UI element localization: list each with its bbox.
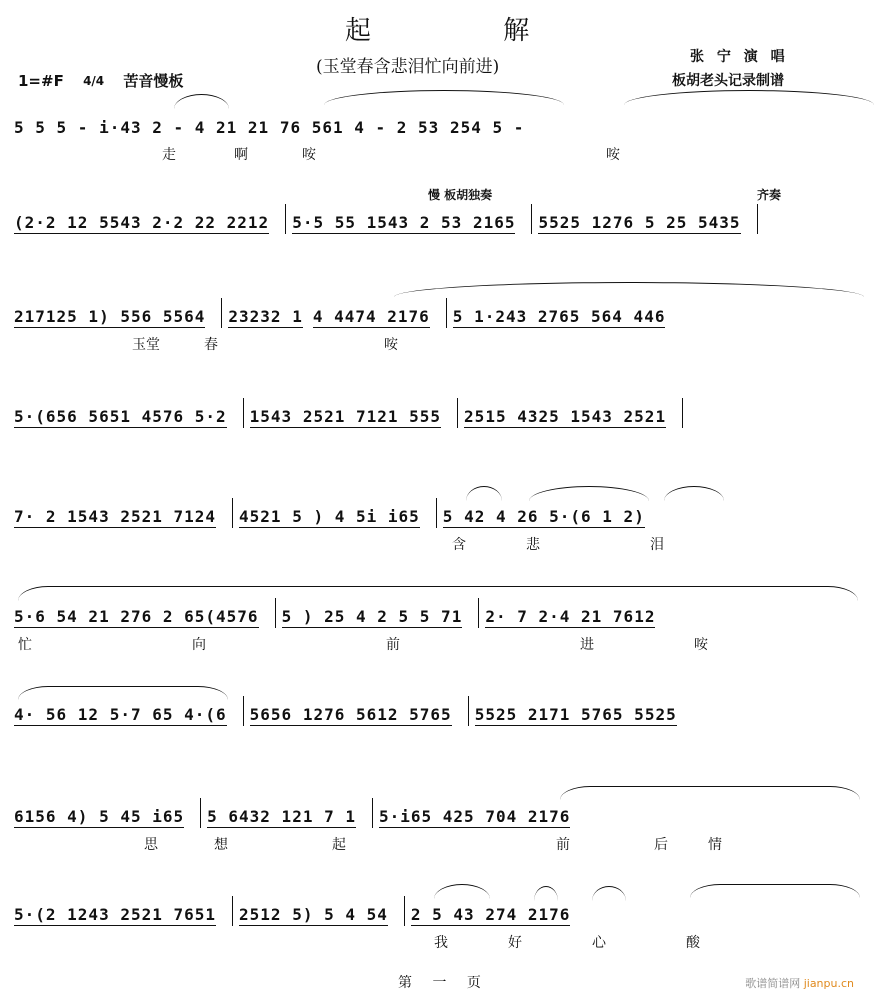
measure: 217125 1) 556 5564 bbox=[14, 307, 206, 326]
lyric: 进 bbox=[580, 637, 594, 653]
measure-group bbox=[14, 790, 860, 828]
measure: 5 1·243 2765 564 446 bbox=[452, 307, 666, 326]
score-row-3 bbox=[14, 290, 860, 360]
barline bbox=[232, 498, 233, 528]
tempo-label: 苦音慢板 bbox=[123, 72, 184, 90]
measure: 5525 1276 5 25 5435 bbox=[538, 213, 741, 232]
measure-group bbox=[14, 100, 860, 138]
lyric: 后 bbox=[654, 837, 668, 853]
lyric: 咹 bbox=[606, 147, 620, 163]
measure-group bbox=[14, 888, 860, 926]
barline bbox=[372, 798, 373, 828]
lyric: 心 bbox=[592, 935, 606, 951]
singer-credit: 张 宁 演 唱 bbox=[690, 49, 789, 65]
score-row-1 bbox=[14, 100, 860, 170]
solo-mark: 慢 板胡独奏 bbox=[428, 188, 493, 202]
score-row-6 bbox=[14, 590, 860, 660]
lyric: 泪 bbox=[650, 537, 664, 553]
watermark bbox=[745, 975, 854, 991]
measure: 4 4474 2176 bbox=[312, 307, 430, 326]
measure: 5·5 55 1543 2 53 2165 bbox=[292, 213, 516, 232]
measure: 4521 5 ) 4 5i i65 bbox=[239, 507, 420, 526]
lyrics-line bbox=[14, 334, 860, 356]
page-subtitle: (玉堂春含悲泪忙向前进) bbox=[316, 57, 500, 77]
score-row-2 bbox=[14, 196, 860, 266]
lyric: 咹 bbox=[302, 147, 316, 163]
lyric: 啊 bbox=[234, 147, 248, 163]
measure: 2· 7 2·4 21 7612 bbox=[485, 607, 656, 626]
time-signature: 4/4 bbox=[83, 74, 105, 88]
barline bbox=[457, 398, 458, 428]
measure: 5·(2 1243 2521 7651 bbox=[14, 905, 217, 924]
watermark-cn: 歌谱简谱网 bbox=[745, 977, 801, 990]
barline bbox=[221, 298, 222, 328]
lyrics-line bbox=[14, 634, 860, 656]
measure: 5 ) 25 4 2 5 5 71 bbox=[281, 607, 463, 626]
measure: 5·(656 5651 4576 5·2 bbox=[14, 407, 227, 426]
barline bbox=[757, 204, 758, 234]
score-row-7 bbox=[14, 688, 860, 758]
measure: 5656 1276 5612 5765 bbox=[249, 705, 452, 724]
measure: (2·2 12 5543 2·2 22 2212 bbox=[14, 213, 270, 232]
barline bbox=[404, 896, 405, 926]
key-signature bbox=[18, 70, 183, 91]
measure: 1543 2521 7121 555 bbox=[249, 407, 442, 426]
lyric: 前 bbox=[386, 637, 400, 653]
lyric: 忙 bbox=[18, 637, 32, 653]
barline bbox=[446, 298, 447, 328]
score-row-8 bbox=[14, 790, 860, 860]
measure: 2512 5) 5 4 54 bbox=[239, 905, 388, 924]
measure: 6156 4) 5 45 i65 bbox=[14, 807, 185, 826]
measure-group bbox=[14, 390, 860, 428]
tutti-mark: 齐奏 bbox=[757, 188, 782, 202]
lyric: 向 bbox=[192, 637, 206, 653]
lyric: 走 bbox=[162, 147, 176, 163]
measure: 5·i65 425 704 2176 bbox=[378, 807, 571, 826]
measure-group bbox=[14, 590, 860, 628]
measure: 23232 1 bbox=[228, 307, 303, 326]
barline bbox=[275, 598, 276, 628]
lyrics-line bbox=[14, 144, 860, 166]
barline bbox=[200, 798, 201, 828]
measure-group bbox=[14, 688, 860, 726]
measure: 5 5 5 - i·43 2 - 4 21 21 76 561 4 - 2 53 254 5 - bbox=[14, 118, 525, 137]
measure-group bbox=[14, 196, 860, 234]
measure: 7· 2 1543 2521 7124 bbox=[14, 507, 217, 526]
lyric: 咹 bbox=[694, 637, 708, 653]
measure: 2515 4325 1543 2521 bbox=[464, 407, 667, 426]
barline bbox=[243, 398, 244, 428]
lyric: 悲 bbox=[526, 537, 540, 553]
lyric: 起 bbox=[332, 837, 346, 853]
measure: 2 5 43 274 2176 bbox=[410, 905, 571, 924]
measure: 5 6432 121 7 1 bbox=[207, 807, 356, 826]
lyric: 玉堂 bbox=[132, 337, 160, 353]
lyrics-line bbox=[14, 932, 860, 954]
lyric: 前 bbox=[556, 837, 570, 853]
barline bbox=[232, 896, 233, 926]
page-title: 起 解 bbox=[345, 16, 592, 46]
measure: 5·6 54 21 276 2 65(4576 bbox=[14, 607, 259, 626]
lyrics-line bbox=[14, 834, 860, 856]
score-row-9 bbox=[14, 888, 860, 958]
barline bbox=[682, 398, 683, 428]
transcriber-credit: 板胡老头记录制谱 bbox=[672, 73, 784, 89]
lyric: 咹 bbox=[384, 337, 398, 353]
lyric: 春 bbox=[204, 337, 218, 353]
measure: 5525 2171 5765 5525 bbox=[474, 705, 677, 724]
lyric: 好 bbox=[508, 935, 522, 951]
lyric: 酸 bbox=[686, 935, 700, 951]
score-row-5 bbox=[14, 490, 860, 560]
lyric: 我 bbox=[434, 935, 448, 951]
watermark-en: jianpu.cn bbox=[803, 977, 854, 990]
lyric: 思 bbox=[144, 837, 158, 853]
page-number: 第 一 页 bbox=[398, 975, 489, 991]
lyric: 想 bbox=[214, 837, 228, 853]
measure-group bbox=[14, 490, 860, 528]
lyrics-line bbox=[14, 534, 860, 556]
barline bbox=[436, 498, 437, 528]
measure: 5 42 4 26 5·(6 1 2) bbox=[442, 507, 645, 526]
barline bbox=[285, 204, 286, 234]
measure-group bbox=[14, 290, 860, 328]
barline bbox=[531, 204, 532, 234]
barline bbox=[468, 696, 469, 726]
lyric: 情 bbox=[708, 837, 722, 853]
barline bbox=[243, 696, 244, 726]
key-label: 1=#F bbox=[18, 72, 64, 90]
lyric: 含 bbox=[452, 537, 466, 553]
barline bbox=[478, 598, 479, 628]
measure: 4· 56 12 5·7 65 4·(6 bbox=[14, 705, 227, 724]
score-row-4 bbox=[14, 390, 860, 460]
